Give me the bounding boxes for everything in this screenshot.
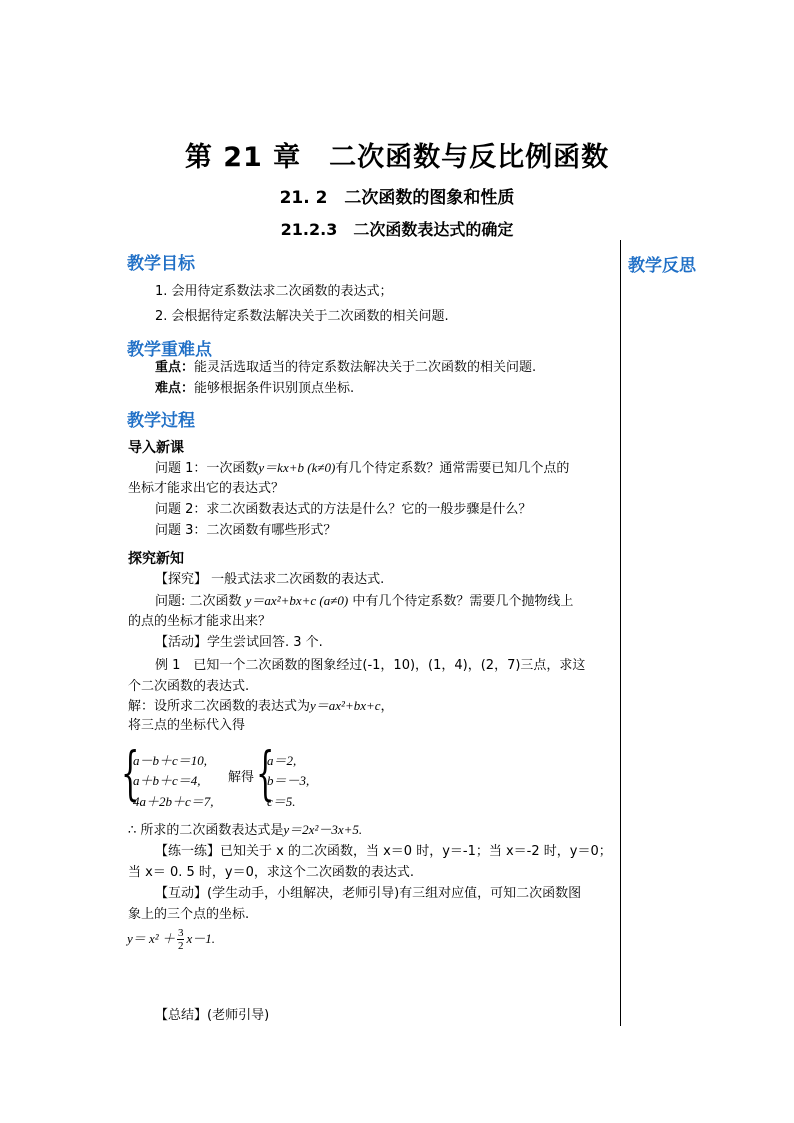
q1-prefix: 问题 1：一次函数 bbox=[155, 461, 259, 476]
question-2: 问题 2：求二次函数表达式的方法是什么？它的一般步骤是什么？ bbox=[155, 502, 532, 517]
column-divider bbox=[620, 240, 621, 1026]
system-right-eq-1: a＝2, bbox=[267, 753, 297, 768]
substitute-line: 将三点的坐标代入得 bbox=[128, 718, 246, 733]
answer-numerator: 3 bbox=[177, 927, 184, 939]
therefore-prefix: ∴ 所求的二次函数表达式是 bbox=[128, 823, 284, 838]
section-title: 21. 2 二次函数的图象和性质 bbox=[279, 188, 515, 208]
right-brace-icon: { bbox=[256, 739, 275, 807]
system-left-eq-2: a＋b＋c＝4, bbox=[133, 773, 201, 788]
goals-heading: 教学目标 bbox=[127, 254, 195, 274]
activity-label: 【活动】 bbox=[155, 635, 208, 650]
chapter-title: 第 21 章 二次函数与反比例函数 bbox=[184, 142, 610, 173]
answer-formula bbox=[127, 927, 215, 952]
explore-heading: 探究新知 bbox=[128, 551, 184, 567]
example-line-2: 个二次函数的表达式. bbox=[128, 679, 250, 694]
question-3: 问题 3：二次函数有哪些形式？ bbox=[155, 523, 337, 538]
q1-formula: y＝kx+b (k≠0) bbox=[258, 460, 336, 475]
solution-line bbox=[128, 696, 394, 717]
system-left-eq-3: 4a＋2b＋c＝7, bbox=[133, 794, 214, 809]
solution-suffix: ， bbox=[380, 699, 394, 714]
activity-line bbox=[155, 633, 323, 653]
explore-question-formula: y＝ax²+bx+c (a≠0) bbox=[245, 593, 349, 608]
system-right-eq-3: c＝5. bbox=[267, 794, 296, 809]
interact-text: (学生动手，小组解决，老师引导)有三组对应值，可知二次函数图 bbox=[207, 886, 582, 901]
reflection-heading: 教学反思 bbox=[628, 256, 696, 276]
answer-prefix: y＝ x² ＋ bbox=[127, 931, 175, 946]
difficulty-text: 能够根据条件识别顶点坐标. bbox=[194, 381, 355, 396]
focus-label: 重点： bbox=[155, 360, 195, 375]
solve-word: 解得 bbox=[228, 770, 255, 785]
interact-line-1 bbox=[155, 884, 581, 904]
answer-fraction bbox=[177, 927, 185, 952]
inquiry-text: 一般式法求二次函数的表达式. bbox=[207, 572, 385, 587]
system-right-eq-2: b＝－3, bbox=[267, 773, 310, 788]
answer-denominator: 2 bbox=[177, 940, 184, 952]
process-heading: 教学过程 bbox=[127, 411, 195, 431]
therefore-line bbox=[128, 820, 362, 841]
question-1 bbox=[155, 458, 569, 479]
practice-text: 已知关于 x 的二次函数，当 x＝0 时，y＝-1；当 x＝-2 时，y＝0； bbox=[220, 844, 612, 859]
goal-item-1: 1. 会用待定系数法求二次函数的表达式； bbox=[155, 284, 393, 299]
goal-item-2: 2. 会根据待定系数法解决关于二次函数的相关问题. bbox=[155, 309, 449, 324]
system-left-eq-1: a－b＋c＝10, bbox=[133, 753, 208, 768]
solution-prefix: 解：设所求二次函数的表达式为 bbox=[128, 699, 311, 714]
question-1-cont: 坐标才能求出它的表达式？ bbox=[128, 481, 285, 496]
summary-text: (老师引导) bbox=[207, 1008, 270, 1023]
subsection-title: 21.2.3 二次函数表达式的确定 bbox=[280, 220, 514, 239]
solution-formula: y＝ax²+bx+c bbox=[310, 698, 381, 713]
activity-text: 学生尝试回答. 3 个. bbox=[207, 635, 323, 650]
therefore-formula: y＝2x²－3x+5. bbox=[283, 822, 363, 837]
answer-suffix: x－1. bbox=[186, 931, 215, 946]
explore-question-cont: 的点的坐标才能求出来？ bbox=[128, 614, 272, 629]
difficulty-label: 难点： bbox=[155, 381, 195, 396]
interact-label: 【互动】 bbox=[155, 886, 208, 901]
practice-line-1 bbox=[155, 842, 612, 862]
explore-question-prefix: 问题: 二次函数 bbox=[155, 594, 246, 609]
left-brace-icon: { bbox=[121, 739, 140, 807]
q1-suffix: 有几个待定系数？通常需要已知几个点的 bbox=[335, 461, 570, 476]
difficulty-line bbox=[155, 379, 354, 399]
practice-label: 【练一练】 bbox=[155, 844, 221, 859]
summary-label: 【总结】 bbox=[155, 1008, 208, 1023]
summary-line bbox=[155, 1006, 269, 1026]
example-line-1: 例 1 已知一个二次函数的图象经过(-1，10)，(1，4)，(2，7)三点，求这 bbox=[155, 658, 586, 673]
explore-question bbox=[155, 591, 573, 612]
focus-line bbox=[155, 358, 536, 378]
interact-line-2: 象上的三个点的坐标. bbox=[128, 907, 250, 922]
practice-line-2: 当 x＝ 0. 5 时，y＝0，求这个二次函数的表达式. bbox=[128, 865, 414, 880]
inquiry-label: 【探究】 bbox=[155, 572, 208, 587]
intro-heading: 导入新课 bbox=[128, 440, 184, 456]
focus-text: 能灵活选取适当的待定系数法解决关于二次函数的相关问题. bbox=[194, 360, 537, 375]
explore-question-suffix: 中有几个待定系数？需要几个抛物线上 bbox=[348, 594, 574, 609]
inquiry-line bbox=[155, 570, 384, 590]
key-points-heading: 教学重难点 bbox=[127, 340, 212, 360]
